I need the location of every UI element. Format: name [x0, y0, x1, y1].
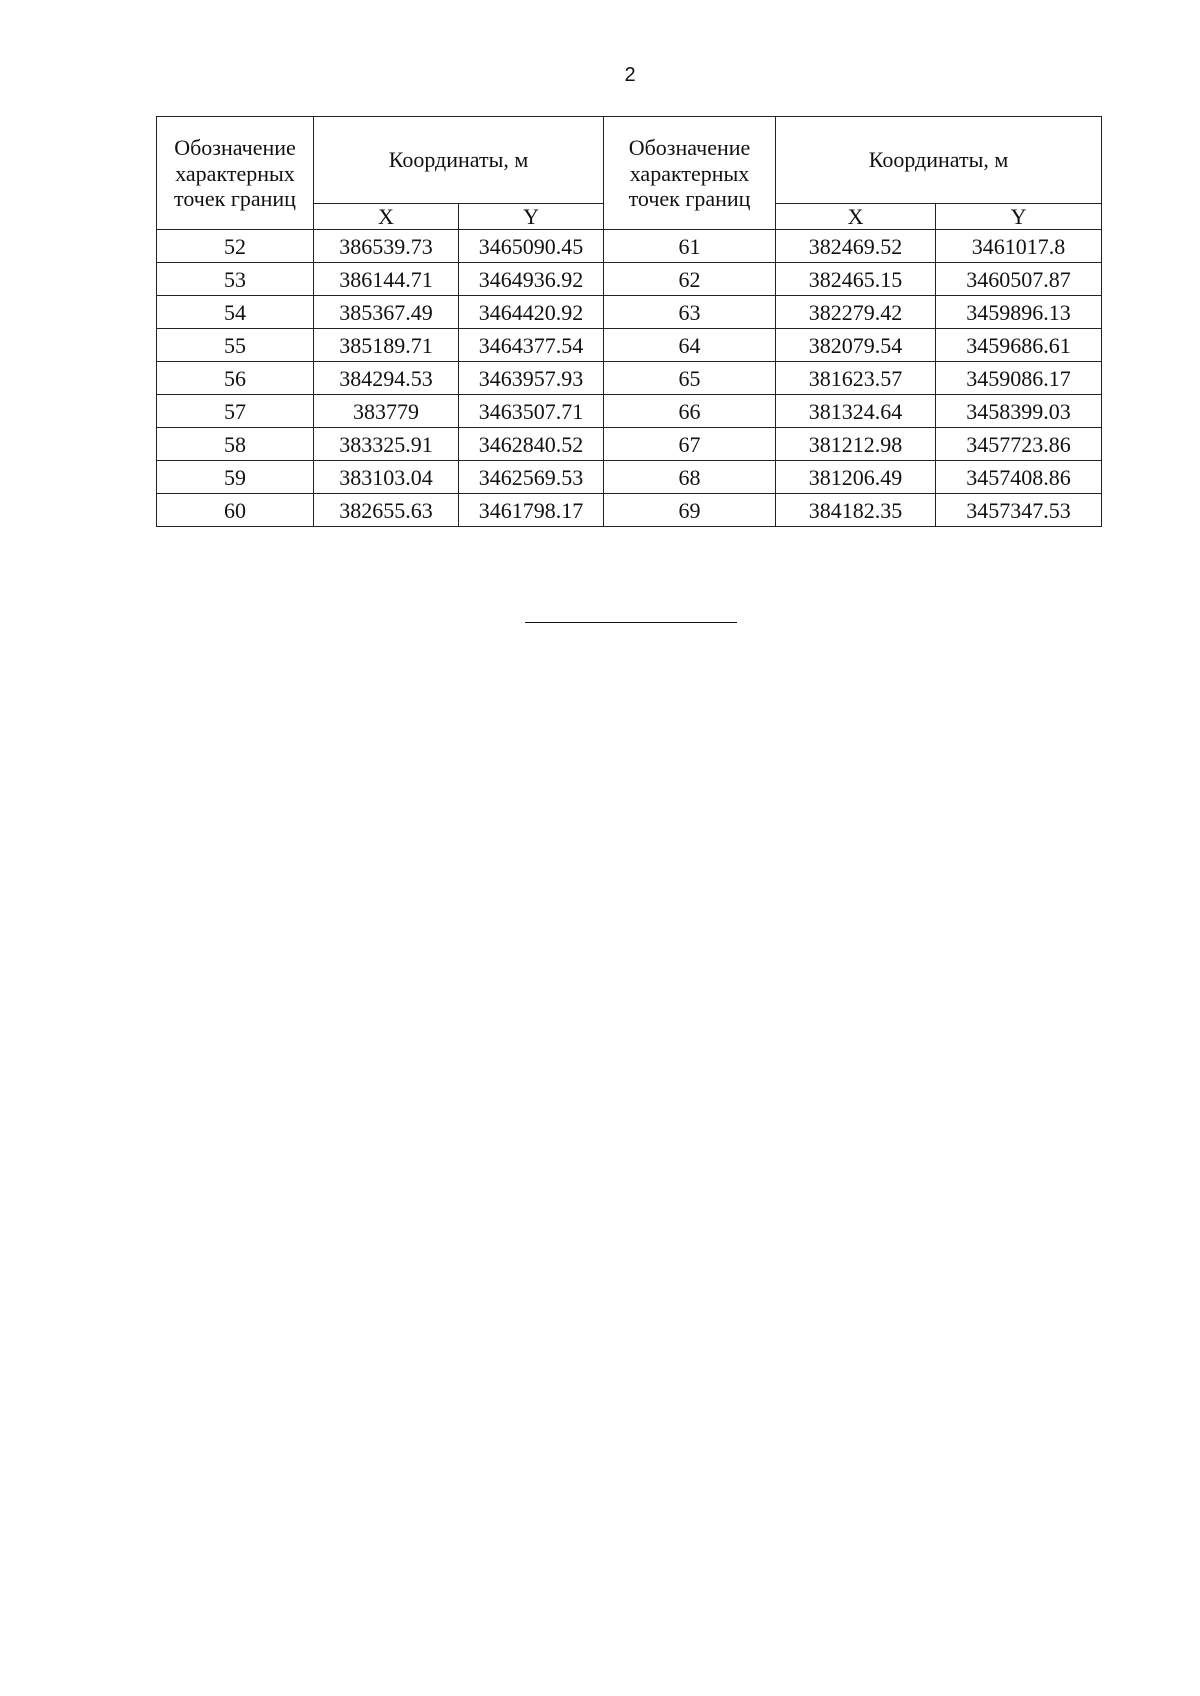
x-cell: 384182.35: [776, 494, 936, 527]
point-cell: 52: [157, 230, 314, 263]
point-cell: 64: [604, 329, 776, 362]
y-cell: 3461798.17: [459, 494, 604, 527]
point-cell: 55: [157, 329, 314, 362]
x-cell: 382279.42: [776, 296, 936, 329]
table-row: [157, 263, 1102, 296]
y-cell: 3462840.52: [459, 428, 604, 461]
y-cell: 3458399.03: [936, 395, 1102, 428]
coordinates-table: [156, 116, 1102, 527]
point-cell: 60: [157, 494, 314, 527]
x-cell: 381324.64: [776, 395, 936, 428]
end-separator-line: [525, 622, 737, 623]
point-cell: 61: [604, 230, 776, 263]
y-cell: 3462569.53: [459, 461, 604, 494]
point-cell: 68: [604, 461, 776, 494]
x-cell: 382079.54: [776, 329, 936, 362]
y-cell: 3463957.93: [459, 362, 604, 395]
x-cell: 385189.71: [314, 329, 459, 362]
y-cell: 3464936.92: [459, 263, 604, 296]
point-cell: 56: [157, 362, 314, 395]
point-cell: 54: [157, 296, 314, 329]
table-row: [157, 296, 1102, 329]
table-row: [157, 461, 1102, 494]
x-cell: 381206.49: [776, 461, 936, 494]
x-cell: 381623.57: [776, 362, 936, 395]
point-cell: 66: [604, 395, 776, 428]
coordinates-header: Координаты, м: [314, 117, 604, 204]
y-cell: 3459686.61: [936, 329, 1102, 362]
y-cell: 3457723.86: [936, 428, 1102, 461]
y-cell: 3457347.53: [936, 494, 1102, 527]
y-cell: 3459896.13: [936, 296, 1102, 329]
point-cell: 62: [604, 263, 776, 296]
x-cell: 386144.71: [314, 263, 459, 296]
x-cell: 382655.63: [314, 494, 459, 527]
table-row: [157, 329, 1102, 362]
point-cell: 67: [604, 428, 776, 461]
point-cell: 59: [157, 461, 314, 494]
y-cell: 3464377.54: [459, 329, 604, 362]
point-cell: 58: [157, 428, 314, 461]
point-designation-header: Обозначение характерных точек границ: [604, 117, 776, 230]
point-cell: 63: [604, 296, 776, 329]
y-cell: 3465090.45: [459, 230, 604, 263]
x-header: X: [776, 204, 936, 230]
table-header-row: [157, 117, 1102, 204]
table-row: [157, 362, 1102, 395]
table-row: [157, 395, 1102, 428]
x-cell: 383325.91: [314, 428, 459, 461]
y-cell: 3457408.86: [936, 461, 1102, 494]
point-cell: 69: [604, 494, 776, 527]
table-row: [157, 230, 1102, 263]
page-number: 2: [624, 64, 636, 86]
y-cell: 3459086.17: [936, 362, 1102, 395]
y-header: Y: [936, 204, 1102, 230]
x-header: X: [314, 204, 459, 230]
x-cell: 382465.15: [776, 263, 936, 296]
point-cell: 53: [157, 263, 314, 296]
x-cell: 381212.98: [776, 428, 936, 461]
x-cell: 383779: [314, 395, 459, 428]
point-designation-header: Обозначение характерных точек границ: [157, 117, 314, 230]
y-cell: 3463507.71: [459, 395, 604, 428]
x-cell: 386539.73: [314, 230, 459, 263]
x-cell: 385367.49: [314, 296, 459, 329]
point-cell: 65: [604, 362, 776, 395]
point-cell: 57: [157, 395, 314, 428]
x-cell: 384294.53: [314, 362, 459, 395]
y-cell: 3460507.87: [936, 263, 1102, 296]
y-cell: 3464420.92: [459, 296, 604, 329]
table-row: [157, 428, 1102, 461]
table-row: [157, 494, 1102, 527]
y-cell: 3461017.8: [936, 230, 1102, 263]
x-cell: 382469.52: [776, 230, 936, 263]
coordinates-header: Координаты, м: [776, 117, 1102, 204]
x-cell: 383103.04: [314, 461, 459, 494]
y-header: Y: [459, 204, 604, 230]
